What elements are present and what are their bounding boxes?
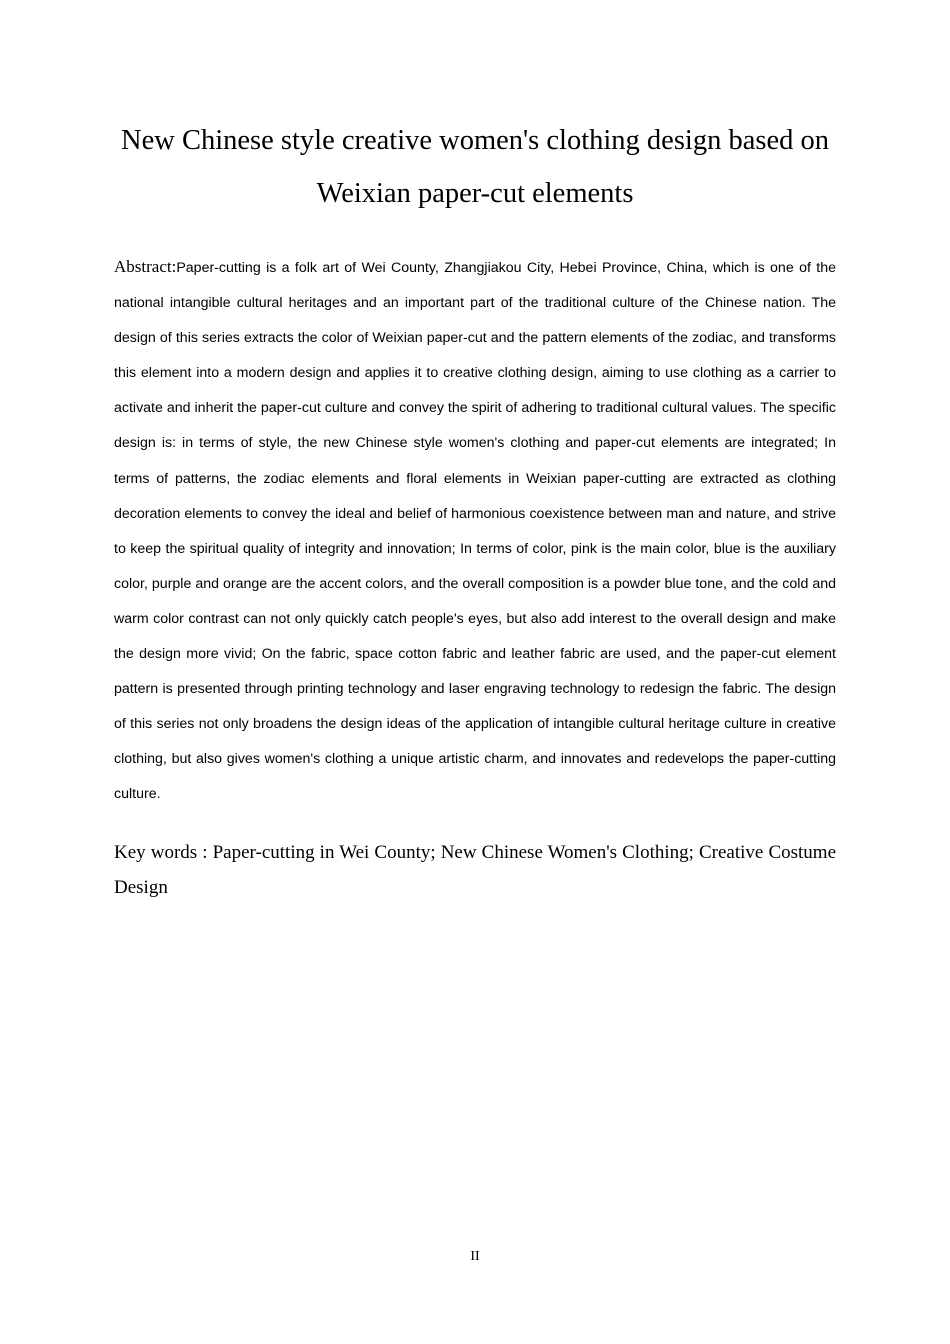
abstract-text: Paper-cutting is a folk art of Wei County, Zhangjiakou City, Hebei Province, China, which is one of the national intangible cultural heritages and an important part of the traditional culture of the Chinese nation. The design of this series extracts the color of Weixian paper-cut and the pattern elements of the zodiac, and transforms this element into a modern design and applies it to creative clothing design, aiming to use clothing as a carrier to activate and inherit the paper-cut culture and convey the spirit of adhering to traditional cultural values. The specific design is: in terms of style, the new Chinese style women's clothing and paper-cut elements are integrated; In terms of patterns, the zodiac elements and floral elements in Weixian paper-cutting are extracted as clothing decoration elements to convey the ideal and belief of harmonious coexistence between man and nature, and strive to keep the spiritual quality of integrity and innovation; In terms of color, pink is the main color, blue is the auxiliary color, purple and orange are the accent colors, and the overall composition is a powder blue tone, and the cold and warm color contrast can not only quickly catch people's eyes, but also add interest to the overall design and make the design more vivid; On the fabric, space cotton fabric and leather fabric are used, and the paper-cut element pattern is presented through printing technology and laser engraving technology to redesign the fabric. The design of this series not only broadens the design ideas of the application of intangible cultural heritage culture in creative clothing, but also gives women's clothing a unique artistic charm, and innovates and redevelops the paper-cutting culture. <box>114 260 836 803</box>
document-title <box>100 114 850 220</box>
keywords-paragraph: Key words : Paper-cutting in Wei County; New Chinese Women's Clothing; Creative Costume Design <box>114 842 836 898</box>
title-line-1: New Chinese style creative women's clothing design based on <box>121 125 829 156</box>
abstract-paragraph <box>114 249 836 813</box>
title-line-2: Weixian paper-cut elements <box>316 178 634 209</box>
abstract-label: Abstract: <box>114 257 177 276</box>
page-number: II <box>470 1249 480 1264</box>
